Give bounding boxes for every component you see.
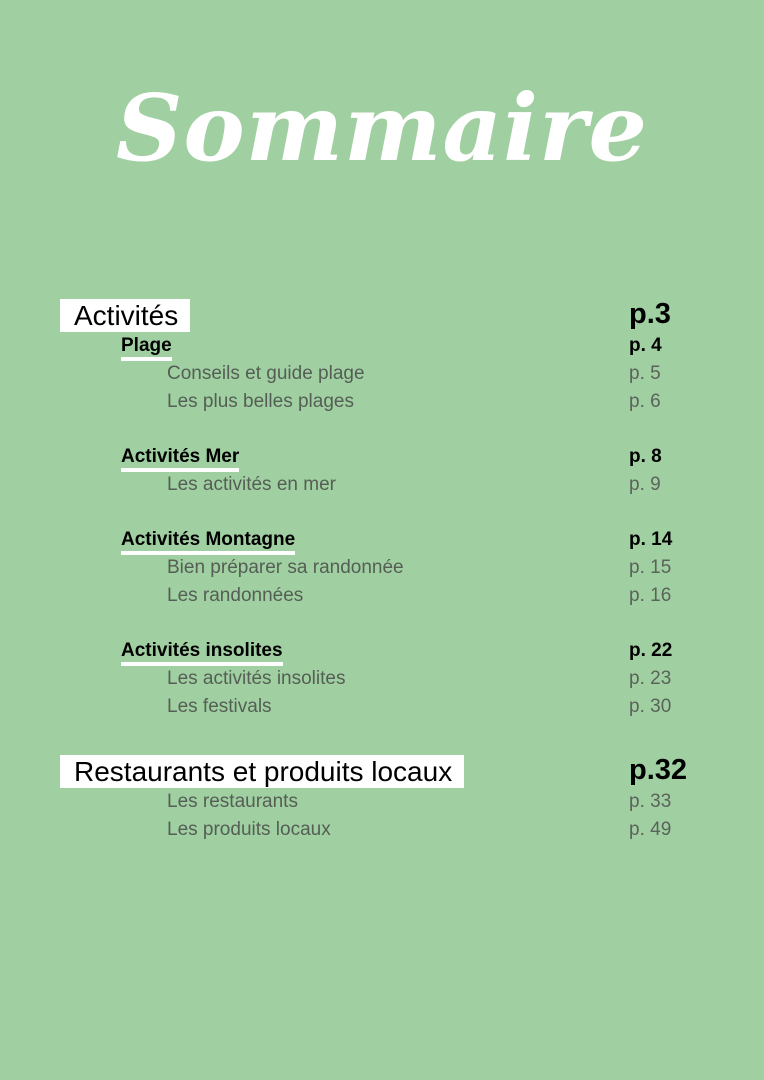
toc-subsection-label: Plage: [121, 336, 172, 361]
toc-item-label: Les activités en mer: [167, 474, 336, 495]
toc-subsection-activites-insolites[interactable]: [0, 641, 764, 671]
toc-page-number: p. 22: [629, 640, 673, 661]
toc-item[interactable]: [0, 697, 764, 727]
toc-item-label: Les produits locaux: [167, 819, 331, 840]
page-title: Sommaire: [115, 74, 649, 182]
toc-item-label: Les festivals: [167, 696, 272, 717]
toc-subsection-activites-mer[interactable]: [0, 447, 764, 477]
toc-item[interactable]: [0, 586, 764, 616]
toc-page-number: p. 9: [629, 474, 661, 495]
toc-item[interactable]: [0, 669, 764, 699]
toc-item-label: Les plus belles plages: [167, 391, 354, 412]
toc-page-number: p. 5: [629, 363, 661, 384]
toc-page-number: p. 23: [629, 668, 672, 689]
toc-item-label: Conseils et guide plage: [167, 363, 365, 384]
toc-page-number: p. 30: [629, 696, 672, 717]
toc-page-number: p. 6: [629, 391, 661, 412]
toc-item[interactable]: [0, 392, 764, 422]
toc-subsection-label: Activités Montagne: [121, 530, 295, 555]
toc-item-label: Les randonnées: [167, 585, 304, 606]
toc-item[interactable]: [0, 364, 764, 394]
toc-page-number: p.3: [629, 298, 671, 330]
toc-page-number: p.32: [629, 754, 688, 786]
toc-subsection-plage[interactable]: [0, 336, 764, 366]
toc-subsection-label: Activités Mer: [121, 447, 239, 472]
toc-page-number: p. 15: [629, 557, 672, 578]
toc-item-label: Les activités insolites: [167, 668, 346, 689]
toc-item[interactable]: [0, 820, 764, 850]
toc-item-label: Bien préparer sa randonnée: [167, 557, 404, 578]
toc-item[interactable]: [0, 475, 764, 505]
toc-item[interactable]: [0, 792, 764, 822]
toc-subsection-activites-montagne[interactable]: [0, 530, 764, 560]
toc-item[interactable]: [0, 558, 764, 588]
toc-page-number: p. 4: [629, 335, 662, 356]
toc-subsection-label: Activités insolites: [121, 641, 283, 666]
toc-page-number: p. 8: [629, 446, 662, 467]
toc-item-label: Les restaurants: [167, 791, 298, 812]
toc-page-number: p. 14: [629, 529, 673, 550]
toc-section-label: Activités: [60, 299, 190, 332]
toc-section-label: Restaurants et produits locaux: [60, 755, 464, 788]
toc-page-number: p. 33: [629, 791, 672, 812]
toc-page-number: p. 16: [629, 585, 672, 606]
toc-section-restaurants[interactable]: [0, 756, 764, 786]
toc-page-number: p. 49: [629, 819, 672, 840]
toc-section-activites[interactable]: [0, 300, 764, 330]
